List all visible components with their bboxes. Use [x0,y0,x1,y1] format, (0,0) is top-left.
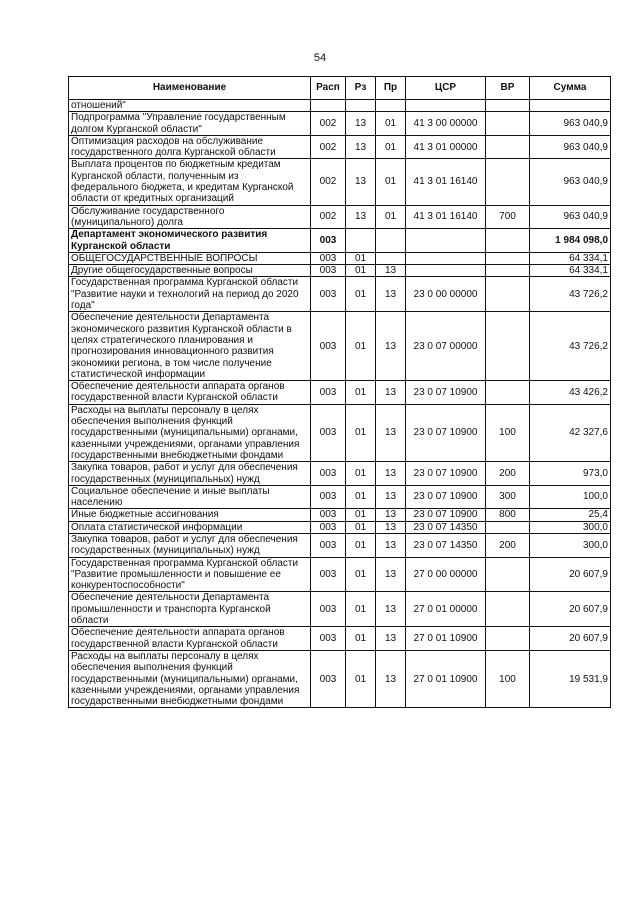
cell-rasp: 003 [311,277,346,312]
cell-sum: 43 726,2 [530,277,611,312]
cell-rz: 01 [346,252,376,264]
column-header-rz: Рз [346,77,376,100]
table-row [69,205,611,229]
cell-rz: 13 [346,159,376,205]
cell-csr: 23 0 07 10900 [406,485,486,509]
cell-sum: 64 334,1 [530,252,611,264]
cell-csr: 41 3 01 16140 [406,205,486,229]
cell-sum: 20 607,9 [530,557,611,592]
cell-rasp: 003 [311,627,346,651]
cell-name: Государственная программа Курганской области "Развитие науки и технологий на период до 2020 года" [69,277,311,312]
cell-vr [486,112,530,136]
cell-sum: 963 040,9 [530,205,611,229]
cell-sum [530,100,611,112]
cell-name: Обеспечение деятельности Департамента экономического развития Курганской области в целях стратегического планирования и прогнозирования инновационного развития экономики региона, в том числе получение статистической информации [69,312,311,381]
cell-vr: 100 [486,404,530,461]
cell-name: Закупка товаров, работ и услуг для обеспечения государственных (муниципальных) нужд [69,462,311,486]
page-number: 54 [313,52,327,64]
cell-rasp: 003 [311,265,346,277]
cell-rasp: 002 [311,159,346,205]
cell-name: Департамент экономического развития Курганской области [69,229,311,253]
cell-csr: 27 0 01 10900 [406,627,486,651]
cell-rz [346,229,376,253]
cell-csr: 23 0 07 10900 [406,404,486,461]
cell-csr: 41 3 00 00000 [406,112,486,136]
cell-rasp: 003 [311,229,346,253]
table-row [69,557,611,592]
table-row [69,112,611,136]
cell-sum: 43 426,2 [530,381,611,405]
table-row [69,592,611,627]
cell-pr [376,100,406,112]
cell-rasp: 002 [311,205,346,229]
cell-pr: 01 [376,135,406,159]
cell-csr [406,100,486,112]
cell-sum: 100,0 [530,485,611,509]
cell-rasp: 002 [311,135,346,159]
cell-vr [486,521,530,533]
cell-rasp: 003 [311,521,346,533]
cell-rz: 01 [346,277,376,312]
cell-csr: 23 0 07 10900 [406,462,486,486]
cell-rz: 13 [346,112,376,136]
cell-rz: 13 [346,135,376,159]
cell-sum: 963 040,9 [530,135,611,159]
cell-sum: 64 334,1 [530,265,611,277]
cell-sum: 25,4 [530,509,611,521]
cell-name: ОБЩЕГОСУДАРСТВЕННЫЕ ВОПРОСЫ [69,252,311,264]
table-row [69,135,611,159]
cell-csr [406,265,486,277]
table-row [69,159,611,205]
cell-pr [376,229,406,253]
cell-vr: 800 [486,509,530,521]
cell-csr: 23 0 07 10900 [406,381,486,405]
cell-vr [486,592,530,627]
cell-sum: 1 984 098,0 [530,229,611,253]
cell-vr [486,557,530,592]
cell-pr: 13 [376,557,406,592]
cell-rz: 01 [346,627,376,651]
cell-rasp: 003 [311,650,346,707]
cell-name: Обеспечение деятельности аппарата органов государственной власти Курганской области [69,381,311,405]
table-row [69,277,611,312]
table-row [69,100,611,112]
cell-vr [486,312,530,381]
cell-vr [486,159,530,205]
cell-csr: 23 0 07 10900 [406,509,486,521]
cell-csr: 23 0 07 14350 [406,521,486,533]
cell-rz: 01 [346,404,376,461]
cell-csr [406,229,486,253]
cell-pr: 01 [376,159,406,205]
cell-name: Другие общегосударственные вопросы [69,265,311,277]
cell-vr [486,265,530,277]
cell-name: Подпрограмма "Управление государственным долгом Курганской области" [69,112,311,136]
cell-vr [486,229,530,253]
cell-name: Государственная программа Курганской области "Развитие промышленности и повышение ее конкурентоспособности" [69,557,311,592]
cell-csr: 41 3 01 00000 [406,135,486,159]
cell-vr [486,252,530,264]
cell-rasp: 003 [311,485,346,509]
table-row [69,229,611,253]
cell-pr: 01 [376,112,406,136]
table-row [69,252,611,264]
cell-pr: 13 [376,533,406,557]
cell-sum: 20 607,9 [530,592,611,627]
cell-vr [486,277,530,312]
cell-csr [406,252,486,264]
cell-sum: 963 040,9 [530,112,611,136]
cell-vr: 200 [486,533,530,557]
cell-sum: 19 531,9 [530,650,611,707]
cell-rasp: 003 [311,381,346,405]
cell-rz: 01 [346,557,376,592]
cell-pr: 13 [376,462,406,486]
cell-pr: 13 [376,627,406,651]
cell-pr: 13 [376,592,406,627]
cell-vr [486,381,530,405]
cell-sum: 300,0 [530,521,611,533]
cell-csr: 23 0 00 00000 [406,277,486,312]
cell-csr: 27 0 01 00000 [406,592,486,627]
column-header-csr: ЦСР [406,77,486,100]
cell-rz [346,100,376,112]
column-header-vr: ВР [486,77,530,100]
column-header-rasp: Расп [311,77,346,100]
cell-pr: 13 [376,485,406,509]
cell-vr: 100 [486,650,530,707]
cell-name: Выплата процентов по бюджетным кредитам Курганской области, полученным из федерального бюджета, и кредитам Курганской области от кредитных организаций [69,159,311,205]
cell-csr: 27 0 01 10900 [406,650,486,707]
cell-csr: 23 0 07 14350 [406,533,486,557]
cell-rz: 01 [346,592,376,627]
budget-table [68,76,611,708]
column-header-pr: Пр [376,77,406,100]
cell-rz: 01 [346,381,376,405]
cell-rasp: 002 [311,112,346,136]
cell-rz: 13 [346,205,376,229]
cell-pr: 13 [376,312,406,381]
cell-rz: 01 [346,312,376,381]
table-row [69,485,611,509]
cell-sum: 300,0 [530,533,611,557]
cell-rasp [311,100,346,112]
cell-csr: 27 0 00 00000 [406,557,486,592]
table-row [69,509,611,521]
cell-pr: 13 [376,521,406,533]
cell-vr: 200 [486,462,530,486]
table-row [69,627,611,651]
column-header-name: Наименование [69,77,311,100]
cell-vr [486,135,530,159]
cell-rz: 01 [346,462,376,486]
table-row [69,533,611,557]
cell-name: Оптимизация расходов на обслуживание государственного долга Курганской области [69,135,311,159]
cell-rasp: 003 [311,592,346,627]
cell-rasp: 003 [311,509,346,521]
cell-rz: 01 [346,650,376,707]
cell-name: Оплата статистической информации [69,521,311,533]
cell-rz: 01 [346,521,376,533]
cell-rasp: 003 [311,252,346,264]
cell-rasp: 003 [311,462,346,486]
table-row [69,462,611,486]
table-row [69,265,611,277]
cell-rasp: 003 [311,404,346,461]
cell-name: Социальное обеспечение и иные выплаты населению [69,485,311,509]
cell-sum: 43 726,2 [530,312,611,381]
cell-pr: 13 [376,650,406,707]
table-header-row [69,77,611,100]
table-row [69,404,611,461]
cell-vr [486,627,530,651]
table-row [69,381,611,405]
cell-rz: 01 [346,533,376,557]
cell-name: Обслуживание государственного (муниципального) долга [69,205,311,229]
cell-name: Закупка товаров, работ и услуг для обеспечения государственных (муниципальных) нужд [69,533,311,557]
cell-vr: 300 [486,485,530,509]
cell-name: Обеспечение деятельности аппарата органов государственной власти Курганской области [69,627,311,651]
cell-pr: 13 [376,277,406,312]
cell-sum: 42 327,6 [530,404,611,461]
cell-name: Обеспечение деятельности Департамента промышленности и транспорта Курганской области [69,592,311,627]
cell-rasp: 003 [311,533,346,557]
cell-pr: 13 [376,404,406,461]
table-row [69,650,611,707]
cell-rz: 01 [346,265,376,277]
cell-name: Иные бюджетные ассигнования [69,509,311,521]
cell-vr [486,100,530,112]
cell-pr: 01 [376,205,406,229]
cell-rz: 01 [346,485,376,509]
cell-pr [376,252,406,264]
cell-rasp: 003 [311,557,346,592]
cell-name: отношений" [69,100,311,112]
cell-sum: 20 607,9 [530,627,611,651]
cell-name: Расходы на выплаты персоналу в целях обеспечения выполнения функций государственными (муниципальными) органами, казенными учреждениями, органами управления государственными внебюджетными фондами [69,404,311,461]
cell-csr: 41 3 01 16140 [406,159,486,205]
cell-vr: 700 [486,205,530,229]
table-row [69,521,611,533]
cell-rasp: 003 [311,312,346,381]
cell-rz: 01 [346,509,376,521]
cell-pr: 13 [376,509,406,521]
table-row [69,312,611,381]
cell-csr: 23 0 07 00000 [406,312,486,381]
cell-sum: 973,0 [530,462,611,486]
cell-pr: 13 [376,265,406,277]
cell-sum: 963 040,9 [530,159,611,205]
cell-name: Расходы на выплаты персоналу в целях обеспечения выполнения функций государственными (муниципальными) органами, казенными учреждениями, органами управления государственными внебюджетными фондами [69,650,311,707]
cell-pr: 13 [376,381,406,405]
column-header-sum: Сумма [530,77,611,100]
